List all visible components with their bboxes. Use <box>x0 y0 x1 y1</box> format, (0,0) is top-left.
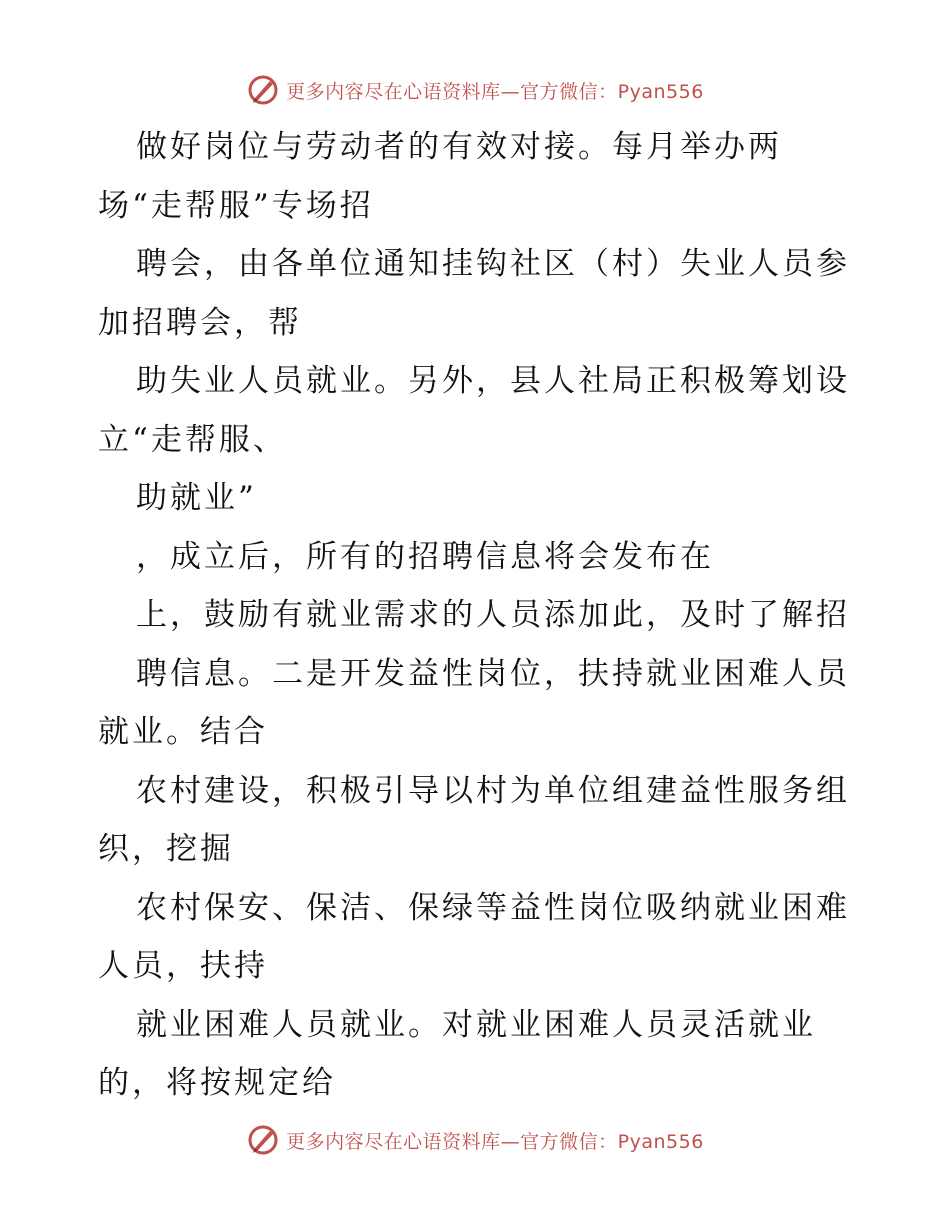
body-line: ，成立后，所有的招聘信息将会发布在 <box>136 538 714 575</box>
body-line: 做好岗位与劳动者的有效对接。每月举办两 <box>136 129 782 165</box>
body-line: 加招聘会，帮 <box>98 304 302 341</box>
footer-banner-text: 更多内容尽在心语资料库—官方微信：Pyan556 <box>286 1130 704 1153</box>
body-line: 的，将按规定给 <box>98 1065 336 1101</box>
pen-logo-icon <box>246 1123 280 1157</box>
body-line: 上，鼓励有就业需求的人员添加此，及时了解招 <box>136 597 850 633</box>
body-line: 人员，扶持 <box>98 948 268 984</box>
document-body <box>98 118 858 1113</box>
body-line: 聘会，由各单位通知挂钩社区（村）失业人员参 <box>136 246 850 282</box>
body-line: 立“走帮服、 <box>98 421 287 458</box>
body-line: 就业困难人员就业。对就业困难人员灵活就业 <box>136 1006 816 1043</box>
body-line: 织，挖掘 <box>98 831 234 867</box>
footer-watermark-banner <box>0 1120 950 1160</box>
header-watermark-banner <box>0 70 950 110</box>
body-line: 场“走帮服”专场招 <box>98 187 374 224</box>
body-line: 就业。结合 <box>98 714 268 750</box>
body-line: 助就业” <box>136 480 257 516</box>
body-line: 农村保安、保洁、保绿等益性岗位吸纳就业困难 <box>136 889 850 926</box>
body-line: 聘信息。二是开发益性岗位，扶持就业困难人员 <box>136 655 850 692</box>
body-line: 农村建设，积极引导以村为单位组建益性服务组 <box>136 772 850 809</box>
body-line: 助失业人员就业。另外，县人社局正积极筹划设 <box>136 363 850 399</box>
pen-logo-icon <box>246 73 280 107</box>
header-banner-text: 更多内容尽在心语资料库—官方微信：Pyan556 <box>286 80 704 103</box>
